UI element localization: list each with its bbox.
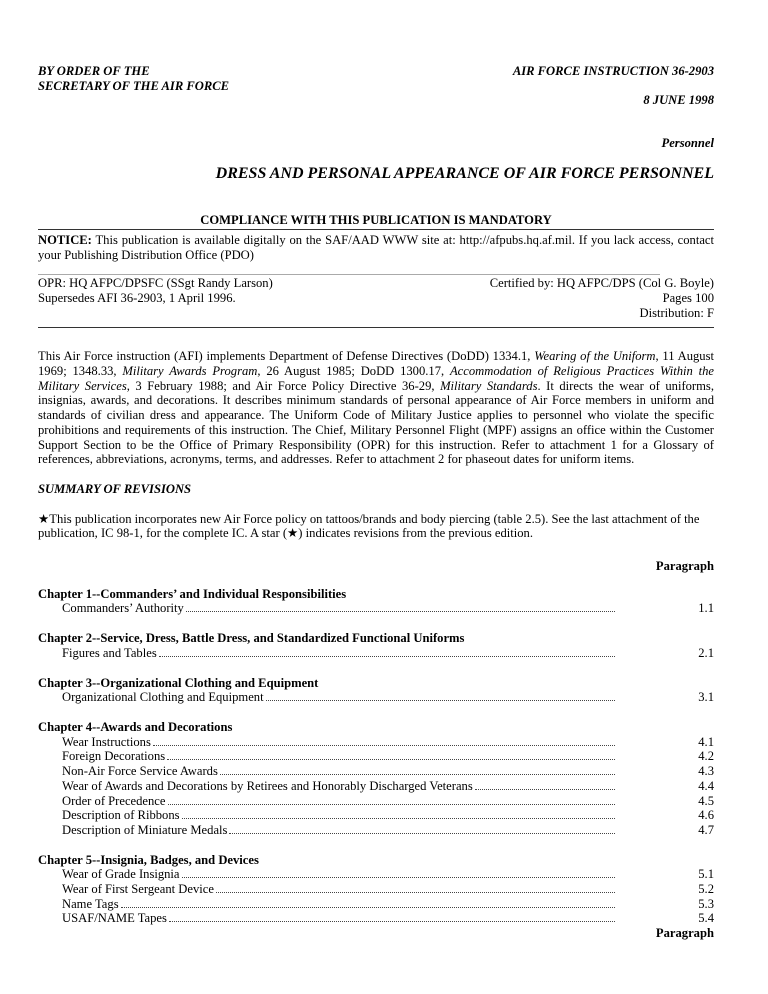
toc-entry-paragraph: 5.1 bbox=[698, 867, 714, 882]
toc-entry[interactable] bbox=[38, 779, 714, 794]
toc-chapter-heading[interactable]: Chapter 1--Commanders’ and Individual Responsibilities bbox=[38, 586, 347, 601]
toc-entry-label: Wear of First Sergeant Device bbox=[62, 882, 214, 897]
toc-entry-label: Figures and Tables bbox=[62, 645, 157, 660]
toc-entry[interactable] bbox=[38, 735, 714, 750]
intro-ref: Military Awards Program bbox=[122, 364, 258, 379]
toc-entry[interactable] bbox=[38, 882, 714, 897]
toc-entry-paragraph: 4.2 bbox=[698, 749, 714, 764]
leader-dots bbox=[153, 745, 615, 746]
star-icon: ★ bbox=[38, 511, 50, 526]
toc-chapter bbox=[38, 720, 714, 838]
toc-entry-label: Name Tags bbox=[62, 896, 119, 911]
intro-text: , 26 August 1985; DoDD 1300.17, bbox=[257, 364, 450, 379]
toc-entry-label: Commanders’ Authority bbox=[62, 601, 184, 616]
summary-body: This publication incorporates new Air Force policy on tattoos/brands and body piercing (table 2.5). See the last attachment of the publication, IC 98-1, for the complete IC. A star (★) indicates revisions from the previous edition. bbox=[38, 511, 700, 541]
leader-dots bbox=[169, 921, 615, 922]
toc-entry-label: Wear Instructions bbox=[62, 734, 151, 749]
toc-entry-label: Non-Air Force Service Awards bbox=[62, 764, 218, 779]
toc-chapter-heading[interactable]: Chapter 4--Awards and Decorations bbox=[38, 719, 233, 734]
instruction-number: AIR FORCE INSTRUCTION 36-2903 bbox=[512, 64, 714, 78]
divider bbox=[38, 229, 714, 230]
toc-entry-paragraph: 4.7 bbox=[698, 822, 714, 837]
document-title: DRESS AND PERSONAL APPEARANCE OF AIR FORCE PERSONNEL bbox=[215, 165, 714, 183]
toc-entry-paragraph: 5.2 bbox=[698, 882, 714, 897]
admin-info bbox=[38, 276, 714, 320]
intro-ref: Military Standards bbox=[440, 378, 538, 393]
toc-chapter-heading[interactable]: Chapter 2--Service, Dress, Battle Dress, and Standardized Functional Uniforms bbox=[38, 631, 465, 646]
toc-entry-paragraph: 4.3 bbox=[698, 764, 714, 779]
leader-dots bbox=[266, 700, 615, 701]
toc-entry-paragraph: 4.6 bbox=[698, 808, 714, 823]
leader-dots bbox=[182, 818, 615, 819]
leader-dots bbox=[168, 804, 616, 805]
toc-entry-paragraph: 4.1 bbox=[698, 734, 714, 749]
header bbox=[38, 64, 714, 107]
summary-heading: SUMMARY OF REVISIONS bbox=[38, 481, 192, 496]
toc-chapter bbox=[38, 631, 714, 660]
order-line-2: SECRETARY OF THE AIR FORCE bbox=[38, 78, 230, 93]
toc-entry-label: Wear of Awards and Decorations by Retirees and Honorably Discharged Veterans bbox=[62, 778, 473, 793]
toc-entry[interactable] bbox=[38, 749, 714, 764]
admin-left bbox=[38, 276, 273, 305]
toc-entry-paragraph: 2.1 bbox=[698, 645, 714, 660]
toc-chapter bbox=[38, 853, 714, 927]
page-count: Pages 100 bbox=[662, 290, 714, 305]
toc-entry-paragraph: 4.5 bbox=[698, 793, 714, 808]
toc-entry-paragraph: 3.1 bbox=[698, 690, 714, 705]
notice bbox=[38, 233, 714, 262]
notice-label: NOTICE: bbox=[38, 232, 92, 247]
table-of-contents bbox=[38, 587, 714, 926]
toc-entry-label: Wear of Grade Insignia bbox=[62, 867, 180, 882]
intro-text: . It directs the wear of uniforms, insignias, awards, and decorations. It describes minimum standards of personal appearance of Air Force members in uniform and standards of civilian dress and appearance. The Uniform Code of Military Justice applies to personnel who violate the specific prohibitions and requirements of this instruction. The Chief, Military Personnel Flight (MPF) assigns an office within the Customer Support Section to be the Office of Primary Responsibility (OPR) for this instruction. Refer to attachment 1 for a Glossary of references, abbreviations, acronyms, terms, and addresses. Refer to attachment 2 for phaseout dates for uniform items. bbox=[38, 378, 714, 467]
summary-text bbox=[38, 512, 714, 541]
divider bbox=[38, 274, 660, 275]
supersedes: Supersedes AFI 36-2903, 1 April 1996. bbox=[38, 290, 236, 305]
leader-dots bbox=[167, 759, 615, 760]
intro-text: , 3 February 1988; and Air Force Policy Directive 36-29, bbox=[126, 378, 441, 393]
toc-entry-paragraph: 4.4 bbox=[698, 778, 714, 793]
toc-entry[interactable] bbox=[38, 911, 714, 926]
leader-dots bbox=[121, 907, 615, 908]
leader-dots bbox=[220, 774, 615, 775]
instruction-info bbox=[513, 64, 714, 107]
toc-entry[interactable] bbox=[38, 764, 714, 779]
toc-chapter-heading[interactable]: Chapter 5--Insignia, Badges, and Devices bbox=[38, 852, 259, 867]
toc-entry-paragraph: 5.3 bbox=[698, 896, 714, 911]
toc-chapter-heading[interactable]: Chapter 3--Organizational Clothing and Equipment bbox=[38, 675, 319, 690]
intro-text: This Air Force instruction (AFI) implements Department of Defense Directives (DoDD) 1334.1, bbox=[38, 349, 535, 364]
toc-column-label: Paragraph bbox=[655, 559, 714, 574]
divider bbox=[38, 327, 714, 328]
admin-right bbox=[490, 276, 714, 320]
toc-entry-label: Order of Precedence bbox=[62, 793, 166, 808]
toc-entry-label: Foreign Decorations bbox=[62, 749, 166, 764]
toc-entry-paragraph: 5.4 bbox=[698, 911, 714, 926]
toc-entry[interactable] bbox=[38, 601, 714, 616]
toc-column-label-footer: Paragraph bbox=[655, 926, 714, 941]
toc-entry-label: Description of Ribbons bbox=[62, 808, 180, 823]
intro-ref: Wearing of the Uniform bbox=[534, 349, 656, 364]
publication-date: 8 JUNE 1998 bbox=[643, 92, 714, 107]
order-line-1: BY ORDER OF THE bbox=[38, 64, 150, 78]
intro-text: , 11 August 1969; 1348.33, bbox=[38, 349, 714, 379]
opr: OPR: HQ AFPC/DPSFC (SSgt Randy Larson) bbox=[38, 276, 273, 291]
toc-entry[interactable] bbox=[38, 867, 714, 882]
toc-entry[interactable] bbox=[38, 808, 714, 823]
toc-entry-label: Description of Miniature Medals bbox=[62, 822, 228, 837]
category: Personnel bbox=[661, 136, 714, 151]
toc-entry[interactable] bbox=[38, 690, 714, 705]
toc-entry-paragraph: 1.1 bbox=[698, 601, 714, 616]
toc-entry[interactable] bbox=[38, 794, 714, 809]
toc-chapter bbox=[38, 676, 714, 705]
certified-by: Certified by: HQ AFPC/DPS (Col G. Boyle) bbox=[489, 276, 714, 291]
leader-dots bbox=[159, 656, 615, 657]
toc-entry-label: Organizational Clothing and Equipment bbox=[62, 690, 264, 705]
leader-dots bbox=[475, 789, 615, 790]
leader-dots bbox=[182, 877, 615, 878]
toc-entry-label: USAF/NAME Tapes bbox=[62, 911, 167, 926]
leader-dots bbox=[229, 833, 615, 834]
leader-dots bbox=[186, 611, 615, 612]
toc-entry[interactable] bbox=[38, 823, 714, 838]
toc-entry[interactable] bbox=[38, 646, 714, 661]
compliance-statement: COMPLIANCE WITH THIS PUBLICATION IS MANDATORY bbox=[200, 213, 552, 228]
notice-text: This publication is available digitally on the SAF/AAD WWW site at: http://afpubs.hq.af.mil. If you lack access, contact your Publishing Distribution Office (PDO) bbox=[38, 232, 714, 262]
toc-entry[interactable] bbox=[38, 897, 714, 912]
distribution: Distribution: F bbox=[639, 305, 714, 320]
intro-paragraph bbox=[38, 349, 714, 467]
leader-dots bbox=[216, 892, 615, 893]
intro-ref: Accommodation of Religious Practices Within the Military Services bbox=[38, 364, 715, 393]
toc-chapter bbox=[38, 587, 714, 616]
issuing-authority bbox=[38, 64, 229, 93]
